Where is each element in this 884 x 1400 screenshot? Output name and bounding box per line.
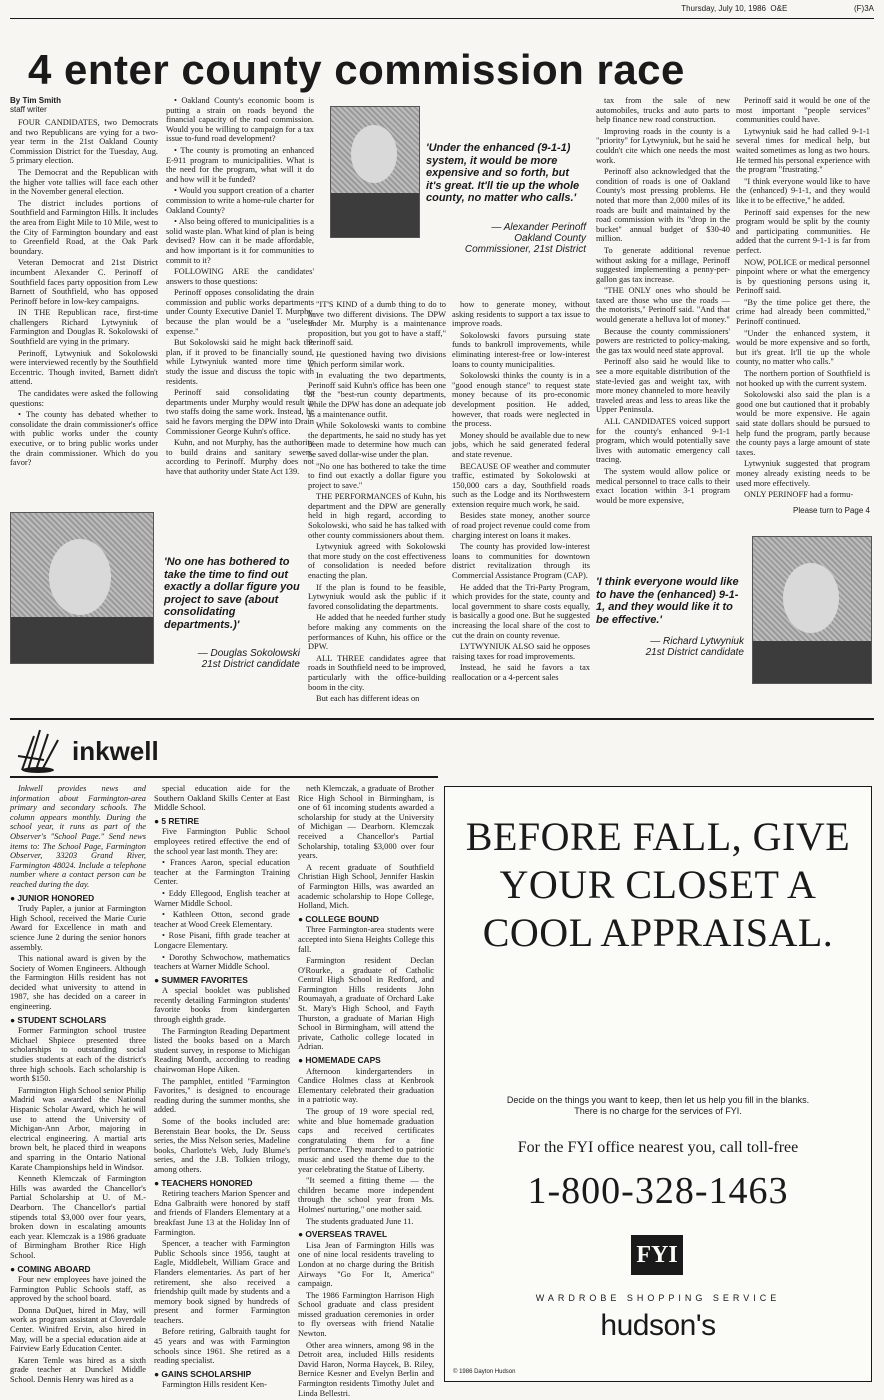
inkwell-paragraph: Lisa Jean of Farmington Hills was one of nine local residents traveling to London at no charge during the British Airways "Go For It, America" campaign. bbox=[298, 1240, 434, 1289]
story-paragraph: NOW, POLICE or medical personnel pinpoint where or what the emergency is by questioning persons using it, Perinoff said. bbox=[736, 257, 870, 296]
inkwell-paragraph: Spencer, a teacher with Farmington Public Schools since 1956, taught at Eagle, Middlebelt, William Grace and Flanders elementaries. As part of her retirement, she also received a friendship quilt made by students and a memory book signed by hundreds of present and former Farmington teachers. bbox=[154, 1239, 290, 1325]
story-column-1 bbox=[10, 118, 158, 470]
inkwell-paragraph: Five Farmington Public School employees retired effective the end of the school year last month. They are: bbox=[154, 827, 290, 856]
story-paragraph: Sokolowski also said the plan is a good one but cautioned that it probably would be more expensive. He again said state dollars should be pursued to help fund the program, partly because the county pays a large amount of state taxes. bbox=[736, 390, 870, 457]
inkwell-paragraph: Afternoon kindergartenders in Candice Holmes class at Kenbrook Elementary celebrated their graduation in a patriotic way. bbox=[298, 1066, 434, 1105]
inkwell-paragraph: Donna DuQuet, hired in May, will work as program assistant at Cloverdale Center. Winifred Ervin, also hired in May, will be a special education aide at Fairview Early Education Center. bbox=[10, 1305, 146, 1354]
story-paragraph: "I think everyone would like to have the (enhanced) 9-1-1, and they would like it to be effective," he added. bbox=[736, 176, 870, 205]
story-paragraph: Sokolowski thinks the county is in a "good enough stance" to request state money because of its pro-economic development position. He added, however, that roads were neglected in the process. bbox=[452, 371, 590, 429]
story-column-6 bbox=[736, 96, 870, 502]
top-rule bbox=[10, 18, 874, 19]
story-paragraph: He added that he needed further study before making any comments on the performances of Kuhn, his office or the DPW. bbox=[308, 613, 446, 652]
story-column-5 bbox=[596, 96, 730, 507]
jump-line: Please turn to Page 4 bbox=[793, 506, 870, 515]
story-paragraph: "By the time police get there, the crime had already been committed," Perinoff continued. bbox=[736, 297, 870, 327]
inkwell-subhead: ● COLLEGE BOUND bbox=[298, 913, 379, 924]
inkwell-paragraph: special education aide for the Southern Oakland Skills Center at East Middle School. bbox=[154, 784, 290, 813]
story-paragraph: "IT'S KIND of a dumb thing to do to have two different divisions. The DPW under Mr. Murphy is a maintenance proposition, but you got to have a staff," Perinoff said. bbox=[308, 300, 446, 348]
inkwell-paragraph: • Kathleen Otton, second grade teacher at Wood Creek Elementary. bbox=[154, 910, 290, 929]
story-paragraph: "No one has bothered to take the time to find out exactly a dollar figure you project to save." bbox=[308, 461, 446, 490]
inkwell-paragraph: Farmington resident Declan O'Rourke, a graduate of Catholic Central High School in Redford, and Farmington Hills residents John Roumayah, a graduate of Orchard Lake St. Mary's High School, and Fayth Thurston, a graduate of Marian High School in Birmingham, will attend the private, Catholic college located in Adrian. bbox=[298, 956, 434, 1052]
quill-icon bbox=[14, 726, 68, 774]
story-paragraph: Perinoff also said he would like to see a more equitable distribution of the state-levied gas and weight tax, with more money channeled to more heavily traveled areas and less to areas like the Upper Peninsula. bbox=[596, 357, 730, 415]
story-paragraph: Because the county commissioners' powers are restricted to policy-making, the gas tax would need state approval. bbox=[596, 326, 730, 355]
section-divider bbox=[10, 718, 874, 720]
inkwell-paragraph: "It seemed a fitting theme — the children became more independent through the school year from Ms. Holmes' nurturing," one mother said. bbox=[298, 1176, 434, 1214]
inkwell-paragraph: Kenneth Klemczak of Farmington Hills was awarded the Chancellor's Partial Scholarship at U. of M.-Dearborn. The Chancellor's partial stipends total $3,000 over four years, broken down in escalating amounts each year. Klemczak is a 1986 graduate of Birmingham Brother Rice High School. bbox=[10, 1174, 146, 1260]
attribution-title: Oakland County bbox=[514, 233, 586, 244]
ad-service-line: WARDROBE SHOPPING SERVICE bbox=[535, 1293, 781, 1303]
hudsons-logo: hudson's bbox=[600, 1309, 716, 1342]
inkwell-column-1 bbox=[10, 784, 146, 1387]
story-paragraph: To generate additional revenue without asking for a millage, Perinoff suggested implementing a penny-per-gallon gas tax increase. bbox=[596, 245, 730, 284]
ad-phone-number: 1-800-328-1463 bbox=[527, 1170, 789, 1212]
story-paragraph: "Under the enhanced system, it would be more expensive and so forth, but it's great. It'll tie up the whole county, no matter who calls." bbox=[736, 328, 870, 367]
lytwyniuk-quote: 'I think everyone would like to have the (enhanced) 9-1-1, and they would like it to be effective.' bbox=[596, 576, 739, 626]
perinoff-photo bbox=[330, 106, 420, 238]
story-paragraph: The county has provided low-interest loans to communities for downtown district revitalization through its Commercial Assistance Program (CAP). bbox=[452, 542, 590, 581]
story-paragraph: Perinoff said consolidating the departments under Murphy would result in two staffs doing the same work. Instead, he said he favors merging the DPW into Drain Commissioner George Kuhn's office. bbox=[166, 388, 314, 436]
story-paragraph: how to generate money, without asking residents to support a tax issue to improve roads. bbox=[452, 300, 590, 329]
inkwell-paragraph: Other area winners, among 98 in the Detroit area, included Hills residents David Haron, Norma Haycek, B. Riley, Bernice Kesner and Evelyn Berlin and Farmington residents Timothy Julet and Linda Bellestri. bbox=[298, 1340, 434, 1398]
story-paragraph: THE PERFORMANCES of Kuhn, his department and the DPW are generally held in high regard, according to Sokolowski, who said he has talked with other county commissioners about them. bbox=[308, 492, 446, 540]
story-column-4 bbox=[452, 300, 590, 685]
inkwell-paragraph: The Farmington Reading Department listed the books based on a March student survey, in response to Michigan Reading Month, according to reading chairwoman Hope Aiken. bbox=[154, 1026, 290, 1075]
inkwell-paragraph: The students graduated June 11. bbox=[306, 1216, 414, 1226]
inkwell-paragraph: Farmington Hills resident Ken- bbox=[162, 1380, 267, 1390]
attribution-title: Commissioner, 21st District bbox=[464, 244, 586, 255]
inkwell-paragraph: Retiring teachers Marion Spencer and Edna Galbraith were honored by staff and friends of Flanders Elementary at a breakfast June 13 at the Holiday Inn of Farmington. bbox=[154, 1189, 290, 1237]
inkwell-paragraph: • Frances Aaron, special education teacher at the Farmington Training Center. bbox=[154, 858, 290, 887]
inkwell-subhead: ● COMING ABOARD bbox=[10, 1263, 91, 1274]
story-paragraph: "THE ONLY ones who should be taxed are those who use the roads — the motorists," Perinoff said. "And that would generate a helluva lot of money." bbox=[596, 286, 730, 325]
inkwell-subhead: ● JUNIOR HONORED bbox=[10, 892, 95, 903]
attribution-name: — Alexander Perinoff bbox=[491, 222, 586, 233]
story-paragraph: Lytwyniuk suggested that program money already existing needs to be used more effectively. bbox=[736, 459, 870, 488]
inkwell-paragraph: neth Klemczak, a graduate of Brother Rice High School in Birmingham, is one of 61 incoming students awarded a scholarship for study at the University of Michigan — Dearborn. Klemczak received a Chancellor's Partial Scholarship, totaling $3,000 over four years. bbox=[298, 784, 434, 861]
ad-body-line: Decide on the things you want to keep, then let us help you fill in the blanks. bbox=[506, 1095, 810, 1105]
inkwell-paragraph: Before retiring, Galbraith taught for 45 years and was with Farmington schools since 1961. She retired as a reading specialist. bbox=[154, 1327, 290, 1366]
sokolowski-photo bbox=[10, 512, 154, 664]
story-paragraph: • The county has debated whether to consolidate the drain commissioner's office with public works under the county executive, or to bring public works under the drain commissioner. Which do you favor? bbox=[10, 410, 158, 468]
story-paragraph: • The county is promoting an enhanced E-911 program to municipalities. What is the need for the program, what will it do and how will it be funded? bbox=[166, 145, 314, 184]
inkwell-subhead: ● GAINS SCHOLARSHIP bbox=[154, 1368, 252, 1379]
story-paragraph: In evaluating the two departments, Perinoff said Kuhn's office has been one of the "best-run county departments, while the DPW has done an adequate job as a maintenance outfit. bbox=[308, 371, 446, 419]
ad-subheading: For the FYI office nearest you, call toll-free bbox=[517, 1139, 799, 1156]
attribution-name: — Richard Lytwyniuk bbox=[650, 636, 744, 647]
inkwell-paragraph: • Rose Pisani, fifth grade teacher at Longacre Elementary. bbox=[154, 931, 290, 950]
story-paragraph: But Sokolowski said he might back the plan, if it proved to be financially sound, while Lytwyniuk wanted more time to study the issue and discuss the topic with residents. bbox=[166, 338, 314, 386]
story-headline: 4 enter county commission race bbox=[28, 46, 685, 93]
story-paragraph: • Oakland County's economic boom is putting a strain on roads beyond the financial capacity of the road commission. Would you be willing to campaign for a tax issue to-fund road development? bbox=[166, 96, 314, 144]
inkwell-paragraph: Former Farmington school trustee Michael Shpiece presented three scholarships to outstanding social studies students at each of the district's three high schools. Each scholarship is worth $150. bbox=[10, 1026, 146, 1084]
story-paragraph: The district includes portions of Southfield and Farmington Hills. It includes the area from Eight Mile to 10 Mile, west to the City of Farmington boundary and east to Greenfield Road, at the Oak Park boundary. bbox=[10, 198, 158, 256]
story-paragraph: Money should be available due to new jobs, which he said generated federal and state revenue. bbox=[452, 430, 590, 459]
inkwell-paragraph: The group of 19 wore special red, white and blue homemade graduation caps and received certificates congratulating them for a fine performance. They marched to patriotic music and used the theme due to the year celebrating the Statue of Liberty. bbox=[298, 1107, 434, 1174]
story-paragraph: Lytwyniuk said he had called 9-1-1 several times for medical help, but waited sometimes as long as two hours. He termed his personal experience with the program "frustrating." bbox=[736, 126, 870, 175]
story-paragraph: LYTWYNIUK ALSO said he opposes raising taxes for road improvements. bbox=[452, 642, 590, 661]
inkwell-paragraph: Trudy Papler, a junior at Farmington High School, received the Marie Curie Award for Excellence in math and science June 2 during the senior honors assembly. bbox=[10, 904, 146, 952]
inkwell-title: inkwell bbox=[72, 736, 159, 766]
inkwell-subhead: ● SUMMER FAVORITES bbox=[154, 974, 248, 985]
attribution-title: 21st District candidate bbox=[645, 647, 744, 658]
story-column-3 bbox=[308, 300, 446, 706]
story-paragraph: FOUR CANDIDATES, two Democrats and two Republicans are vying for a two-year term in the 21st Oakland County Commission District for the Tuesday, Aug. 5 primary election. bbox=[10, 118, 158, 166]
lytwyniuk-photo bbox=[752, 536, 872, 684]
story-paragraph: Besides state money, another source of road project revenue could come from charging interest on loans it makes. bbox=[452, 511, 590, 540]
story-paragraph: Perinoff said it would be one of the most important "people services" communities could have. bbox=[736, 96, 870, 125]
inkwell-column-2 bbox=[154, 784, 290, 1392]
story-paragraph: • Also being offered to municipalities is a solid waste plan. What kind of plan is being devised? How can it be made affordable, and how important is it for communities to commit to it? bbox=[166, 217, 314, 265]
inkwell-paragraph: Inkwell provides news and information about Farmington-area primary and secondary schools. The column appears monthly. During the school year, it runs as part of the Observer's "School Page." Send news items to: The School Page, Farmington Observer, 33203 Grand River, Farmington 48024. Include a telephone number where a contact person can be reached during the day. bbox=[10, 784, 146, 889]
inkwell-subhead: ● 5 RETIRE bbox=[154, 815, 200, 826]
sokolowski-quote: 'No one has bothered to take the time to find out exactly a dollar figure you project to save (about consolidating departments.)' bbox=[164, 556, 300, 631]
story-paragraph: The Democrat and the Republican with the higher vote tallies will face each other in the November general election. bbox=[10, 167, 158, 197]
story-paragraph: IN THE Republican race, first-time challengers Richard Lytwyniuk of Farmington and Douglas R. Sokolowski of Southfield are vying in the primary. bbox=[10, 308, 158, 347]
story-paragraph: ALL THREE candidates agree that roads in Southfield need to be improved, particularly with the office-building boom in the city. bbox=[308, 653, 446, 692]
lytwyniuk-attribution bbox=[596, 636, 744, 658]
ad-headline-line: BEFORE FALL, GIVE bbox=[465, 814, 851, 859]
story-paragraph: FOLLOWING ARE the candidates' answers to those questions: bbox=[166, 267, 314, 286]
inkwell-paragraph: The pamphlet, entitled "Farmington Favorites," is designed to encourage reading during the summer months, she added. bbox=[154, 1076, 290, 1115]
inkwell-subhead: ● TEACHERS HONORED bbox=[154, 1177, 253, 1188]
inkwell-paragraph: Farmington High School senior Philip Madrid was awarded the National Hispanic Scholar Award, which he will use to attend the University of Michigan-Ann Arbor, majoring in electrical engineering. A martial arts brown belt, he placed third in weapons and sparring in the Ontario National Karate Championships held in Windsor. bbox=[10, 1085, 146, 1172]
inkwell-subhead: ● HOMEMADE CAPS bbox=[298, 1055, 381, 1066]
ad-headline-line: YOUR CLOSET A bbox=[499, 862, 817, 907]
attribution-title: 21st District candidate bbox=[201, 659, 300, 670]
ad-headline-line: COOL APPRAISAL. bbox=[482, 910, 834, 955]
inkwell-paragraph: Three Farmington-area students were accepted into Siena Heights College this fall. bbox=[298, 925, 434, 954]
story-paragraph: BECAUSE OF weather and commuter traffic, estimated by Sokolowski at 150,000 cars a day, Southfield roads such as the Lodge and its Northwestern extension require much work, he said. bbox=[452, 461, 590, 509]
ad-body-line: There is no charge for the services of FYI. bbox=[574, 1106, 742, 1116]
story-column-2 bbox=[166, 96, 314, 479]
perinoff-quote: 'Under the enhanced (9-1-1) system, it would be more expensive and so forth, but it's great. It'll tie up the whole county, no matter who calls.' bbox=[426, 142, 580, 204]
byline-name: By Tim Smith bbox=[10, 96, 61, 105]
story-paragraph: Lytwyniuk agreed with Sokolowski that more study on the cost effectiveness of consolidation is needed before enacting the plan. bbox=[308, 542, 446, 581]
story-paragraph: Perinoff opposes consolidating the drain commission and public works departments under County Executive Daniel T. Murphy, because the plan would be a "useless expense." bbox=[166, 288, 314, 336]
story-paragraph: Improving roads in the county is a "priority" for Lytwyniuk, but he said he couldn't cite which one needs the most work. bbox=[596, 126, 730, 165]
story-paragraph: ONLY PERINOFF had a formu- bbox=[744, 490, 854, 500]
story-paragraph: The northern portion of Southfield is not hooked up with the current system. bbox=[736, 369, 870, 388]
story-paragraph: He added that the Tri-Party Program, which provides for the state, county and local government to share costs equally, is basically a good one. But he suggested increasing the local share of the cost to cut the drain on county revenue. bbox=[452, 582, 590, 640]
fyi-logo: FYI bbox=[631, 1235, 683, 1275]
attribution-name: — Douglas Sokolowski bbox=[197, 648, 300, 659]
story-paragraph: Veteran Democrat and 21st District incumbent Alexander C. Perinoff of Southfield faces party opposition from Lew Barnett of Southfield, who has opposed Perinoff before in low-key campaigns. bbox=[10, 258, 158, 306]
inkwell-rule bbox=[10, 776, 438, 778]
inkwell-paragraph: A special booklet was published recently detailing Farmington students' favorite books from kindergarten through eighth grade. bbox=[154, 986, 290, 1025]
story-paragraph: Perinoff, Lytwyniuk and Sokolowski were interviewed recently by the Southfield Eccentric. Though invited, Barnett didn't attend. bbox=[10, 348, 158, 387]
perinoff-attribution bbox=[426, 222, 586, 255]
inkwell-paragraph: Some of the books included are: Berenstain Bear books, the Dr. Seuss series, the Miss Nelson series, Madeline books, Charlotte's Web, Judy Blume's series, and the J.B. Tolkien trilogy, among others. bbox=[154, 1117, 290, 1174]
story-paragraph: ALL CANDIDATES voiced support for the county's enhanced 9-1-1 program, which would potentially save lives with automatic emergency call tracing. bbox=[596, 417, 730, 465]
sokolowski-attribution bbox=[160, 648, 300, 670]
inkwell-paragraph: A recent graduate of Southfield Christian High School, Jennifer Haskin of Farmington Hills, was awarded an academic scholarship to Hope College, Holland, Mich. bbox=[298, 862, 434, 911]
ad-copyright: © 1986 Dayton Hudson bbox=[453, 1369, 516, 1375]
running-head: Thursday, July 10, 1986 O&E (F)3A bbox=[681, 4, 874, 13]
story-paragraph: If the plan is found to be feasible, Lytwyniuk would ask the public if it favored consolidating the departments. bbox=[308, 582, 446, 611]
story-paragraph: He questioned having two divisions which perform similar work. bbox=[308, 349, 446, 369]
story-paragraph: Kuhn, and not Murphy, has the authority to build drains and sanitary sewers, according to Perinoff. Murphy does not have that authority under State Act 139. bbox=[166, 438, 314, 476]
inkwell-paragraph: The 1986 Farmington Harrison High School graduate and class president missed graduation ceremonies in order to fly overseas with friend Natalie Newton. bbox=[298, 1290, 434, 1339]
inkwell-column-3 bbox=[298, 784, 434, 1400]
inkwell-paragraph: • Eddy Ellegood, English teacher at Warner Middle School. bbox=[154, 888, 290, 908]
story-paragraph: The candidates were asked the following questions: bbox=[10, 389, 158, 408]
story-paragraph: Perinoff said expenses for the new program would be split by the county and participating communities. He added that the current 9-1-1 is far from perfect. bbox=[736, 207, 870, 255]
inkwell-subhead: ● STUDENT SCHOLARS bbox=[10, 1014, 107, 1025]
story-paragraph: The system would allow police or medical personnel to trace calls to their exact location within 3-1 program would be more expensive, bbox=[596, 466, 730, 505]
story-paragraph: But each has different ideas on bbox=[316, 694, 420, 704]
hudsons-advertisement bbox=[444, 786, 872, 1382]
byline-role: staff writer bbox=[10, 105, 47, 114]
story-paragraph: Instead, he said he favors a tax reallocation or a 4-percent sales bbox=[452, 663, 590, 682]
story-paragraph: While Sokolowski wants to combine the departments, he said no study has yet been made to determine how much can be saved dollar-wise under the plan. bbox=[308, 421, 446, 459]
story-paragraph: Perinoff also acknowledged that the condition of roads is one of Oakland County's most pressing problems. He noted that more than 2,000 miles of its roads are built and maintained by the road commission with its "drop in the bucket" annual budget of $30-40 million. bbox=[596, 167, 730, 244]
inkwell-header bbox=[14, 726, 214, 776]
byline bbox=[10, 96, 160, 114]
story-paragraph: tax from the sale of new automobiles, trucks and auto parts to help finance new road construction. bbox=[596, 96, 730, 125]
inkwell-paragraph: • Dorothy Schwochow, mathematics teachers at Warner Middle School. bbox=[154, 952, 290, 972]
inkwell-subhead: ● OVERSEAS TRAVEL bbox=[298, 1229, 388, 1240]
story-paragraph: • Would you support creation of a charter commission to write a home-rule charter for Oakland County? bbox=[166, 186, 314, 215]
story-paragraph: Sokolowski favors pursuing state funds to bankroll improvements, while eliminating interest-free or low-interest loans to county municipalities. bbox=[452, 330, 590, 369]
inkwell-paragraph: Karen Temle was hired as a sixth grade teacher at Dunckel Middle School. Dennis Henry was hired as a bbox=[10, 1355, 146, 1385]
inkwell-paragraph: Four new employees have joined the Farmington Public Schools staff, as approved by the school board. bbox=[10, 1275, 146, 1304]
inkwell-paragraph: This national award is given by the Society of Women Engineers. Although the Farmington Hills resident has not decided what university to attend in 1987, she has decided on a career in engineering. bbox=[10, 954, 146, 1012]
